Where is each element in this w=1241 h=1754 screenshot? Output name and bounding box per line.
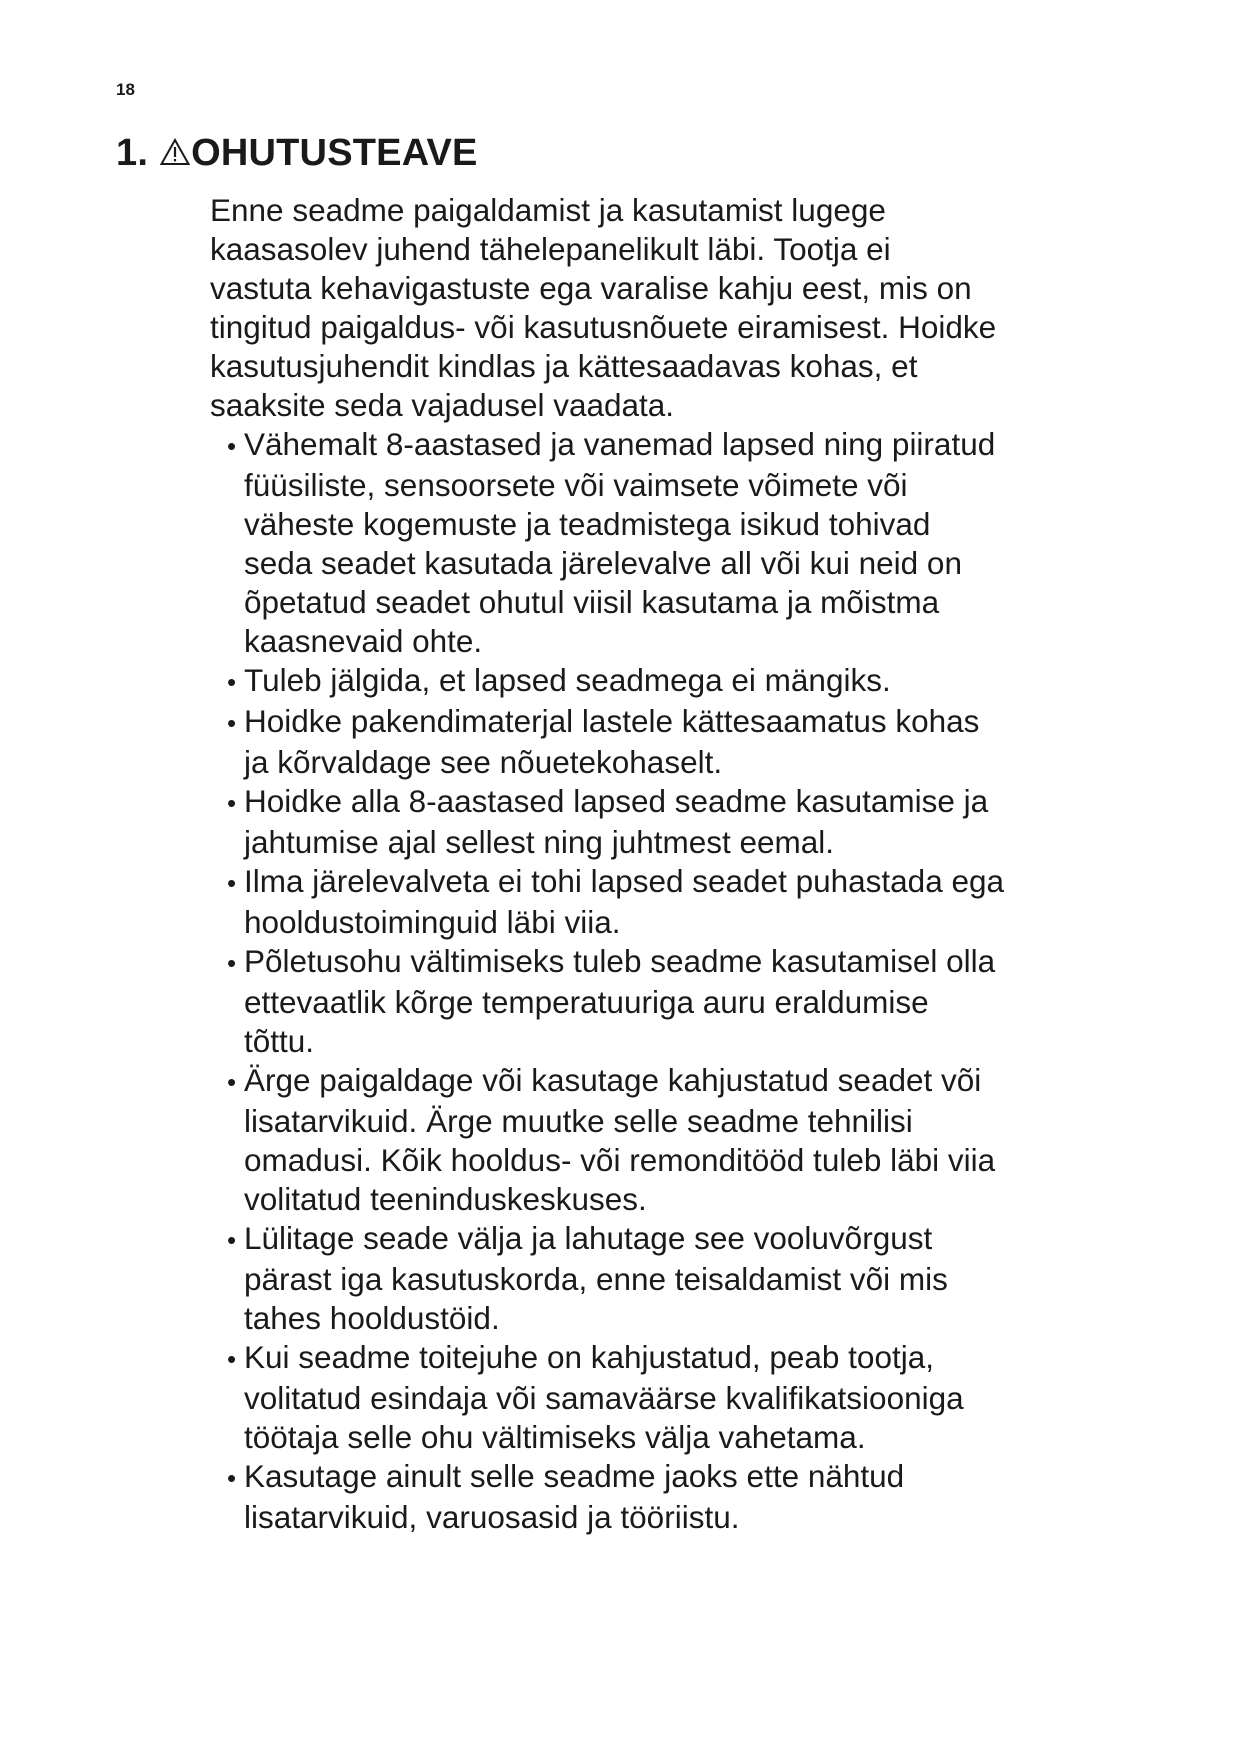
safety-item-line: volitatud teeninduskeskuses. [244,1181,647,1217]
safety-item-line: Lülitage seade välja ja lahutage see vooluvõrgust [244,1220,933,1256]
safety-item [210,942,1140,1061]
intro-paragraph [210,191,1140,425]
section-title: OHUTUSTEAVE [191,132,478,174]
bullet: • [227,431,237,461]
bullet: • [227,868,237,898]
safety-item-line: Ilma järelevalveta ei tohi lapsed seadet puhastada ega [244,863,1005,899]
safety-item-line: kaasnevaid ohte. [244,623,483,659]
bullet: • [227,667,237,697]
bullet: • [227,1067,237,1097]
safety-item [210,1061,1140,1219]
safety-item-line: Kui seadme toitejuhe on kahjustatud, peab tootja, [244,1339,934,1375]
safety-item-line: Ärge paigaldage või kasutage kahjustatud seadet või [244,1062,982,1098]
safety-item-line: Hoidke pakendimaterjal lastele kättesaamatus kohas [244,703,980,739]
page-number: 18 [116,80,135,99]
intro-line: kasutusjuhendit kindlas ja kättesaadavas kohas, et [210,348,918,384]
safety-content [210,191,1140,1537]
section-heading [116,130,478,176]
bullet: • [227,708,237,738]
safety-item [210,661,1140,702]
intro-line: saaksite seda vajadusel vaadata. [210,387,675,423]
safety-item-line: ja kõrvaldage see nõuetekohaselt. [244,744,723,780]
safety-item-line: omadusi. Kõik hooldus- või remonditööd tuleb läbi viia [244,1142,996,1178]
safety-item [210,702,1140,782]
bullet: • [227,1463,237,1493]
safety-item-line: füüsiliste, sensoorsete või vaimsete võimete või [244,467,908,503]
safety-item-line: Hoidke alla 8-aastased lapsed seadme kasutamise ja [244,783,989,819]
safety-item-line: töötaja selle ohu vältimiseks välja vahetama. [244,1419,866,1455]
safety-item-line: Vähemalt 8-aastased ja vanemad lapsed ning piiratud [244,426,996,462]
safety-item-line: õpetatud seadet ohutul viisil kasutama ja mõistma [244,584,940,620]
safety-item-line: hooldustoiminguid läbi viia. [244,904,621,940]
safety-item-line: lisatarvikuid. Ärge muutke selle seadme tehnilisi [244,1103,913,1139]
safety-item [210,1457,1140,1537]
intro-line: vastuta kehavigastuste ega varalise kahju eest, mis on [210,270,972,306]
safety-item-line: tõttu. [244,1023,315,1059]
safety-item-line: Kasutage ainult selle seadme jaoks ette nähtud [244,1458,905,1494]
safety-item [210,425,1140,661]
bullet: • [227,948,237,978]
safety-item [210,862,1140,942]
safety-item-line: Põletusohu vältimiseks tuleb seadme kasutamisel olla [244,943,996,979]
safety-item-line: Tuleb jälgida, et lapsed seadmega ei mängiks. [244,662,891,698]
safety-item-line: pärast iga kasutuskorda, enne teisaldamist või mis [244,1261,948,1297]
section-number: 1. [116,132,149,174]
safety-item [210,1219,1140,1338]
safety-item-line: lisatarvikuid, varuosasid ja tööriistu. [244,1499,740,1535]
bullet: • [227,1344,237,1374]
intro-line: kaasasolev juhend tähelepanelikult läbi. Tootja ei [210,231,891,267]
intro-line: Enne seadme paigaldamist ja kasutamist lugege [210,192,886,228]
safety-item-line: väheste kogemuste ja teadmistega isikud tohivad [244,506,931,542]
safety-item-line: seda seadet kasutada järelevalve all või kui neid on [244,545,962,581]
safety-item-line: jahtumise ajal sellest ning juhtmest eemal. [244,824,835,860]
bullet: • [227,788,237,818]
safety-item-line: ettevaatlik kõrge temperatuuriga auru eraldumise [244,984,929,1020]
safety-item [210,1338,1140,1457]
intro-line: tingitud paigaldus- või kasutusnõuete eiramisest. Hoidke [210,309,997,345]
safety-item-line: tahes hooldustöid. [244,1300,500,1336]
warning-triangle-icon [160,131,190,159]
safety-item-line: volitatud esindaja või samaväärse kvalifikatsiooniga [244,1380,964,1416]
bullet: • [227,1225,237,1255]
safety-item [210,782,1140,862]
safety-list [210,425,1140,1537]
